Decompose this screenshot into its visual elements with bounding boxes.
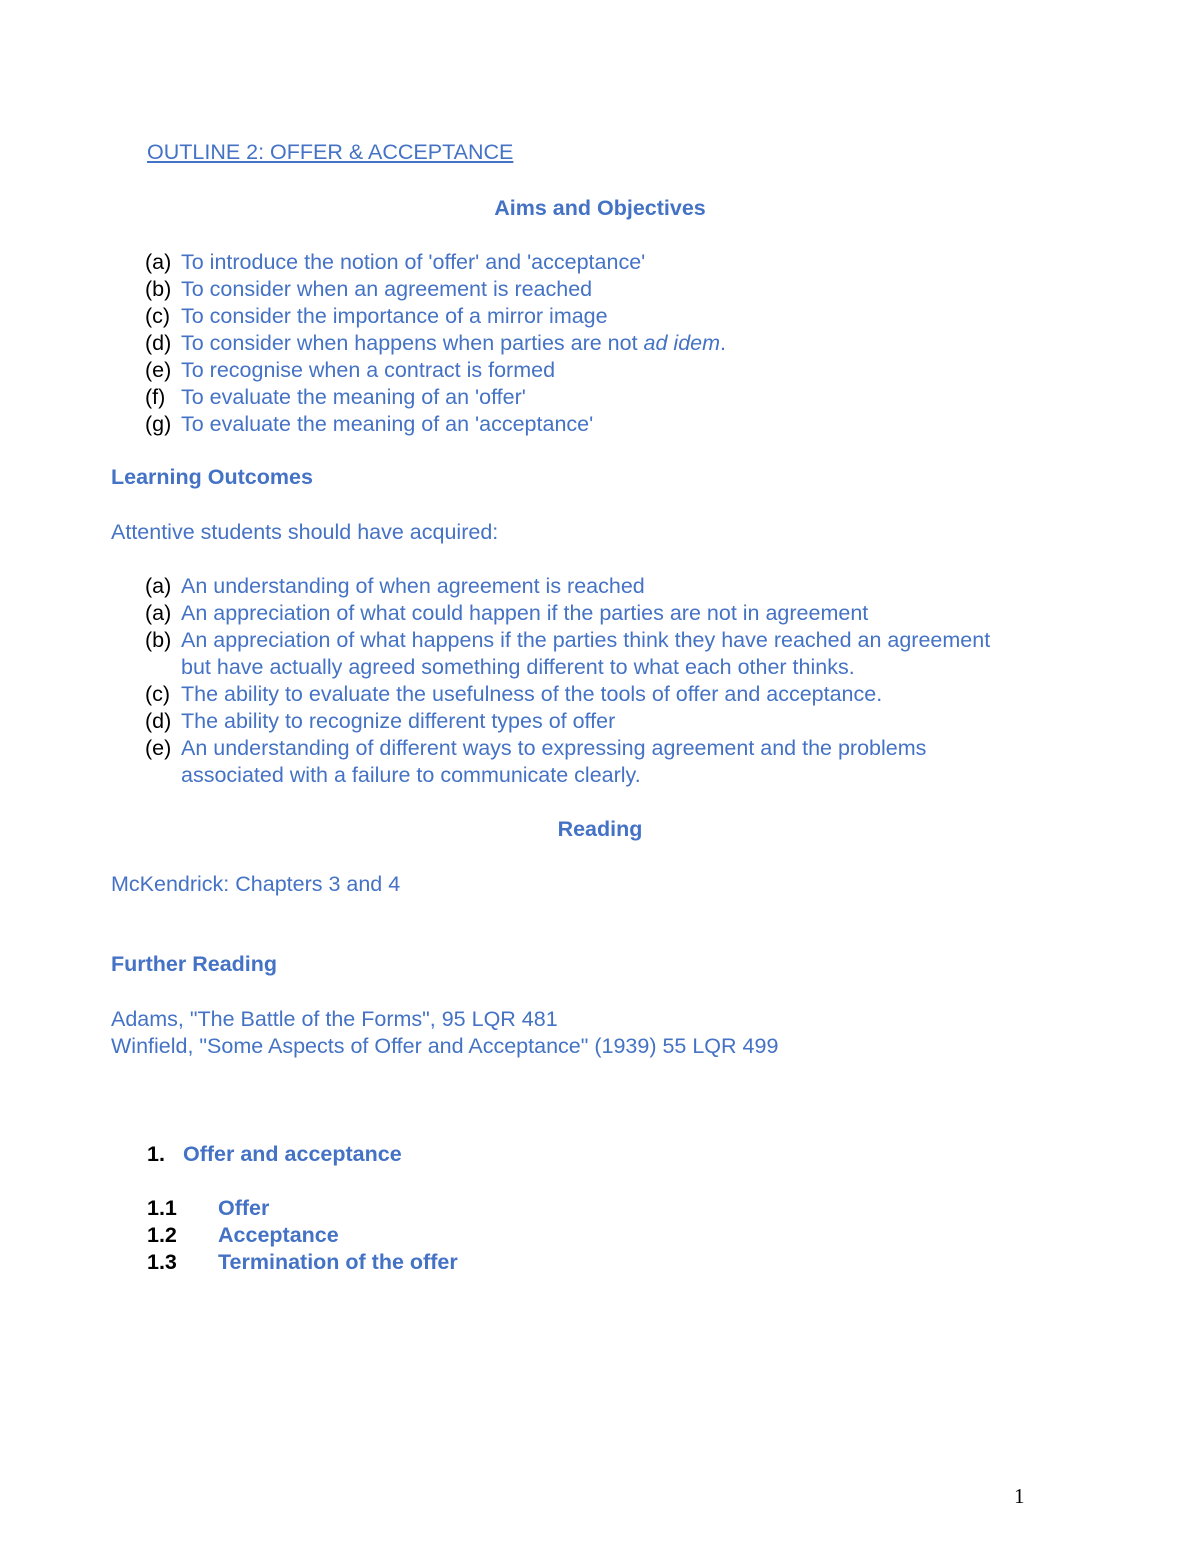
- contents-item: 1.3 Termination of the offer: [147, 1250, 458, 1274]
- list-item: (b) An appreciation of what happens if the parties think they have reached an agreement but have actually agreed something different to what each other thinks.: [145, 628, 991, 679]
- outcomes-intro: Attentive students should have acquired:: [111, 520, 499, 544]
- reading-heading: Reading: [557, 817, 643, 841]
- contents-item: 1.1 Offer: [147, 1196, 270, 1220]
- aims-heading: Aims and Objectives: [494, 196, 706, 220]
- contents-sub: [147, 1195, 458, 1276]
- reading-text: McKendrick: Chapters 3 and 4: [111, 872, 401, 896]
- further-reading-item: Adams, "The Battle of the Forms", 95 LQR 481: [111, 1007, 558, 1031]
- contents-item: 1. Offer and acceptance: [147, 1142, 402, 1166]
- outcomes-list: [145, 573, 990, 789]
- list-item: (a) An understanding of when agreement is reached: [145, 574, 645, 598]
- list-item: (c) The ability to evaluate the usefulness of the tools of offer and acceptance.: [145, 682, 883, 706]
- contents-item: 1.2 Acceptance: [147, 1223, 339, 1247]
- list-item: (d) The ability to recognize different types of offer: [145, 709, 616, 733]
- list-item: (a) To introduce the notion of 'offer' and 'acceptance': [145, 250, 646, 274]
- list-item: (a) An appreciation of what could happen if the parties are not in agreement: [145, 601, 869, 625]
- list-item: (b) To consider when an agreement is reached: [145, 277, 593, 301]
- list-item: (f) To evaluate the meaning of an 'offer': [145, 385, 526, 409]
- list-item: (e) An understanding of different ways to expressing agreement and the problems associated with a failure to communicate clearly.: [145, 736, 927, 787]
- further-reading-heading: Further Reading: [111, 952, 278, 976]
- list-item: (c) To consider the importance of a mirror image: [145, 304, 608, 328]
- page-title: OUTLINE 2: OFFER & ACCEPTANCE: [147, 140, 514, 164]
- contents-main: [147, 1141, 402, 1168]
- list-item: (e) To recognise when a contract is formed: [145, 358, 556, 382]
- list-item: (g) To evaluate the meaning of an 'acceptance': [145, 412, 594, 436]
- learning-outcomes-heading: Learning Outcomes: [111, 465, 313, 489]
- aims-list: [145, 249, 726, 438]
- further-reading-item: Winfield, "Some Aspects of Offer and Acceptance" (1939) 55 LQR 499: [111, 1034, 779, 1058]
- page-number: 1: [1014, 1484, 1025, 1508]
- list-item: (d) To consider when happens when parties are not ad idem.: [145, 331, 727, 355]
